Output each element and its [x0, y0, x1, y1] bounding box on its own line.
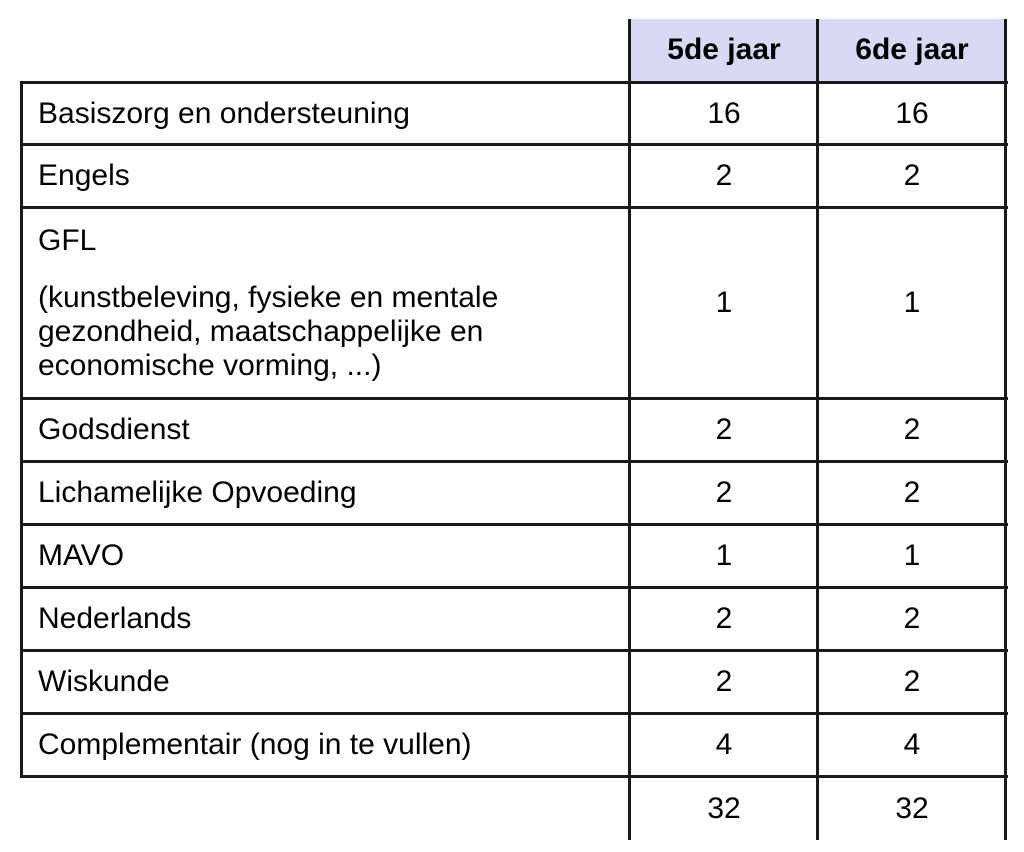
table-cell-5de-jaar: 2	[715, 413, 733, 446]
table-cell-5de-jaar: 16	[707, 96, 741, 130]
gfl-title: GFL	[38, 224, 97, 257]
table-row-subject: Basiszorg en ondersteuning	[38, 96, 410, 130]
table-cell-5de-jaar: 2	[715, 602, 733, 635]
gfl-description: (kunstbeleving, fysieke en mentale gezondheid, maatschappelijke en economische vorming, ...)	[38, 281, 499, 383]
table-row-subject: MAVO	[38, 539, 125, 572]
table-cell-6de-jaar: 1	[903, 539, 921, 572]
table-cell-6de-jaar: 2	[903, 413, 921, 446]
table-row-subject: Lichamelijke Opvoeding	[38, 476, 357, 509]
header-6de-jaar-label: 6de jaar	[855, 33, 969, 66]
table-row-subject-gfl	[38, 209, 623, 397]
table-row-subject: Complementair (nog in te vullen)	[38, 728, 472, 761]
total-6de-jaar: 32	[895, 792, 929, 825]
table-cell-6de-jaar: 2	[903, 476, 921, 509]
table-cell-5de-jaar: 2	[715, 476, 733, 509]
table-row-subject: Godsdienst	[38, 413, 190, 446]
table-cell-6de-jaar: 16	[895, 96, 929, 130]
table-row-subject: Wiskunde	[38, 665, 170, 698]
table-cell-6de-jaar: 2	[903, 159, 921, 192]
table-cell-6de-jaar: 2	[903, 665, 921, 698]
table-cell-6de-jaar: 1	[903, 286, 921, 319]
table-cell-5de-jaar: 2	[715, 159, 733, 192]
table-row-subject: Nederlands	[38, 602, 192, 635]
header-5de-jaar	[630, 19, 818, 81]
v-line-left	[20, 81, 23, 778]
table-cell-6de-jaar: 4	[903, 728, 921, 761]
header-6de-jaar	[818, 19, 1006, 81]
table-cell-5de-jaar: 1	[715, 539, 733, 572]
table-cell-5de-jaar: 4	[715, 728, 733, 761]
table-cell-6de-jaar: 2	[903, 602, 921, 635]
total-5de-jaar: 32	[707, 792, 741, 825]
table-cell-5de-jaar: 1	[715, 286, 733, 319]
table-row-subject: Engels	[38, 159, 130, 192]
header-5de-jaar-label: 5de jaar	[667, 33, 781, 66]
table-cell-5de-jaar: 2	[715, 665, 733, 698]
